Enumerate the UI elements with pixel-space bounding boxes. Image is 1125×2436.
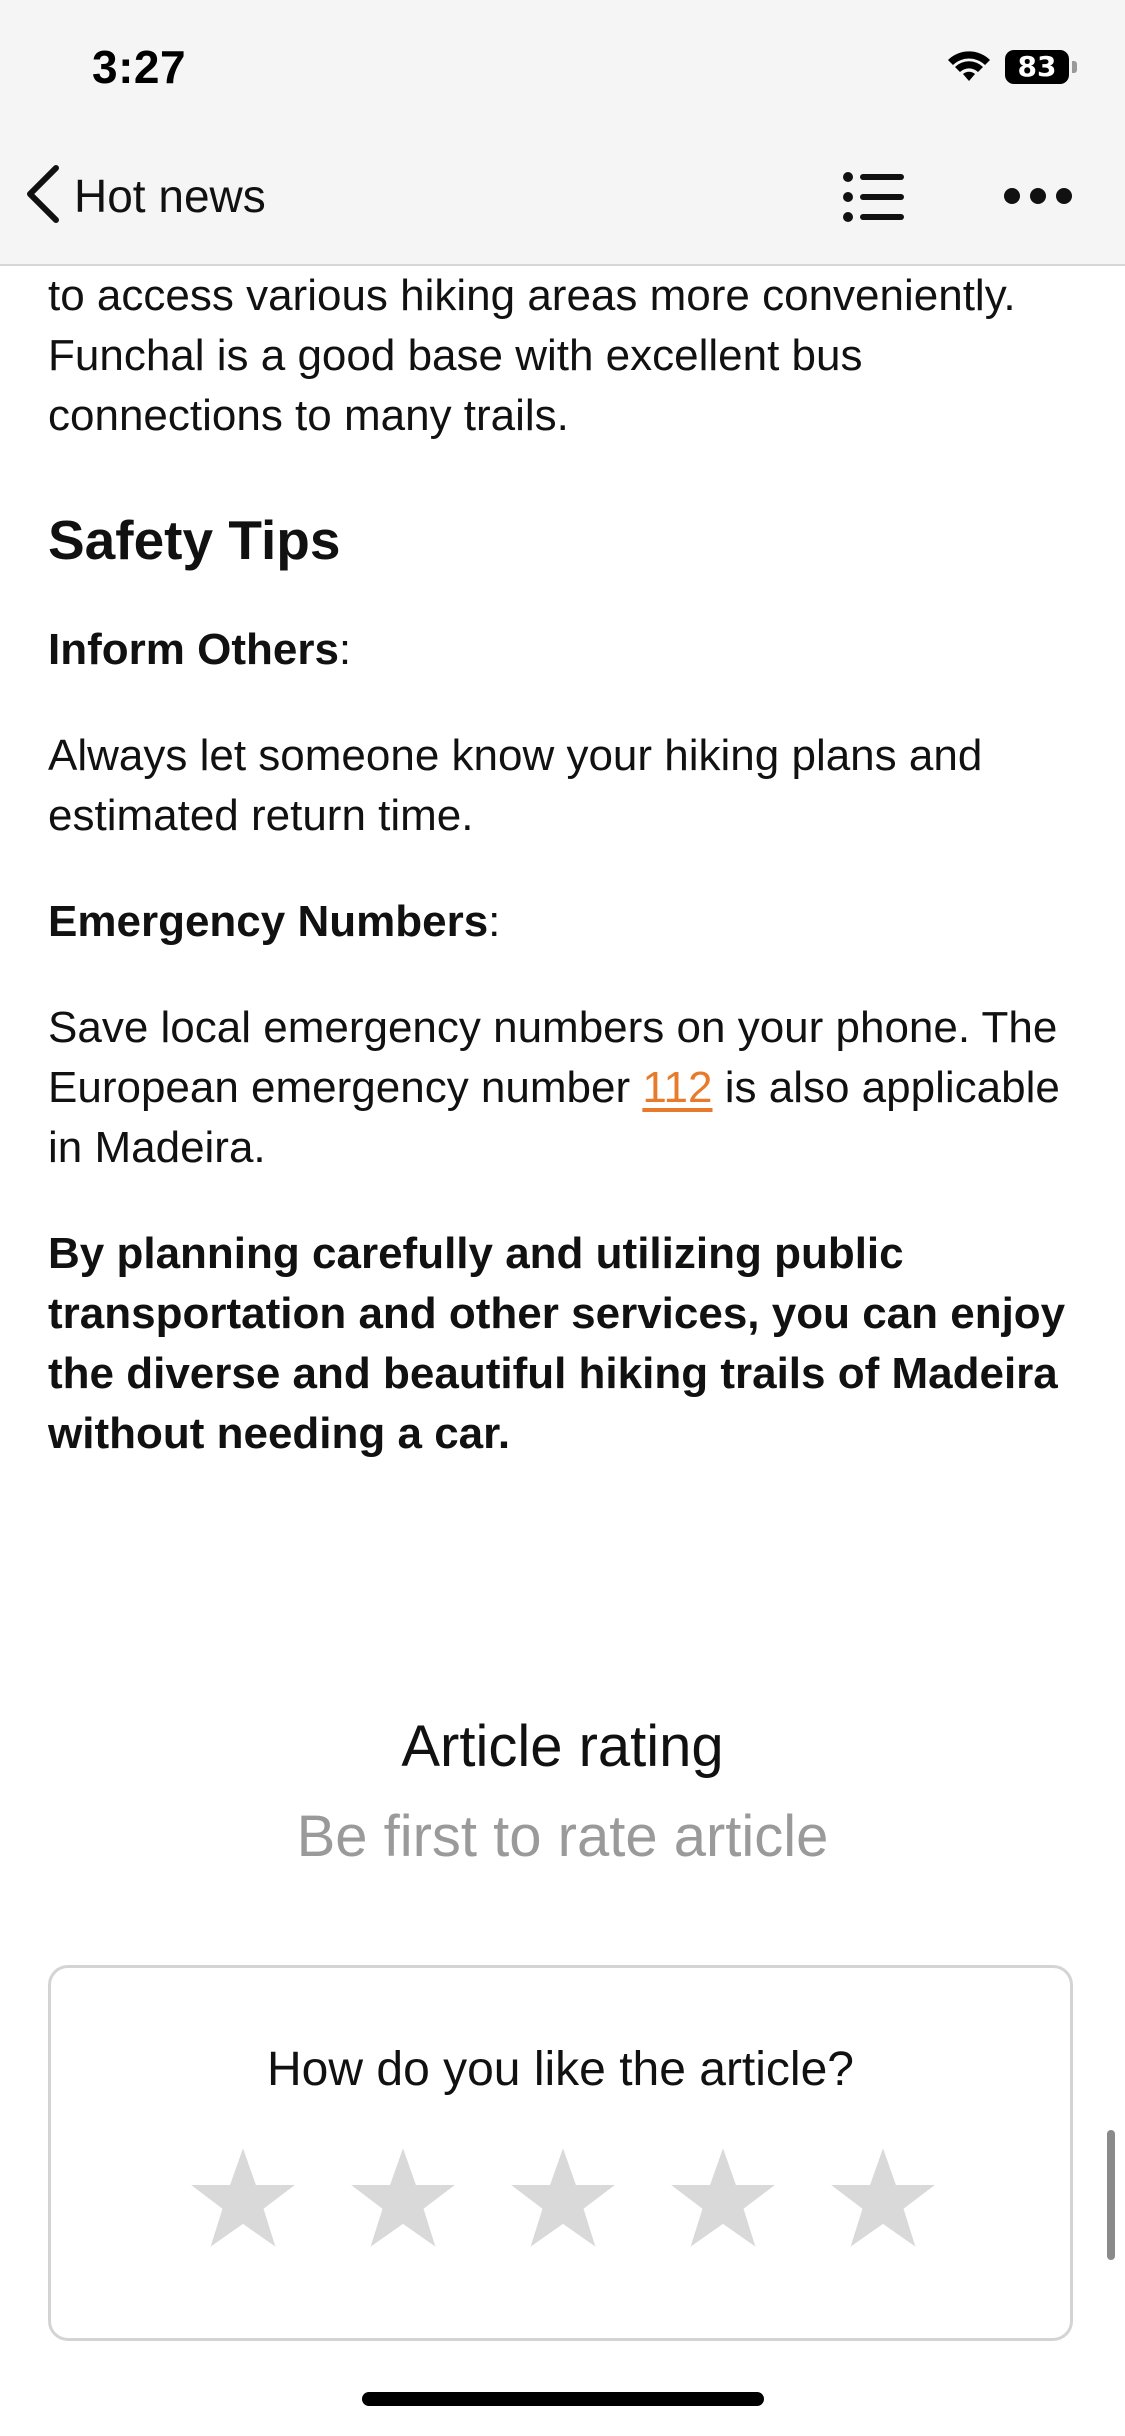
star-icon	[669, 2146, 777, 2250]
status-time: 3:27	[92, 41, 187, 93]
rating-title: Article rating	[401, 1714, 724, 1779]
star-1-button[interactable]	[189, 2146, 297, 2250]
more-horizontal-icon	[1002, 203, 1074, 220]
emergency-text: Save local emergency numbers on your phone. The European emergency number 112 is also applicable in Madeira.	[48, 1003, 1060, 1172]
star-icon	[349, 2146, 457, 2250]
back-label: Hot news	[74, 170, 266, 222]
star-icon	[829, 2146, 937, 2250]
inform-label: Inform Others:	[48, 625, 352, 674]
battery-level: 83	[1017, 50, 1057, 83]
list-icon	[842, 211, 906, 228]
battery-icon	[1005, 50, 1077, 84]
article-body	[48, 266, 1088, 1464]
emergency-number-link[interactable]: 112	[642, 1063, 713, 1112]
inform-text: Always let someone know your hiking plans and estimated return time.	[48, 731, 983, 840]
emergency-label: Emergency Numbers:	[48, 897, 501, 946]
top-bar	[0, 0, 1125, 266]
star-3-button[interactable]	[509, 2146, 617, 2250]
conclusion-paragraph: By planning carefully and utilizing public transportation and other services, you can enjoy the diverse and beautiful hiking trails of Madeira without needing a car.	[48, 1229, 1066, 1458]
star-4-button[interactable]	[669, 2146, 777, 2250]
rating-subtitle: Be first to rate article	[296, 1804, 829, 1869]
table-of-contents-button[interactable]	[842, 170, 906, 224]
rating-card	[48, 1965, 1073, 2341]
scroll-indicator[interactable]	[1107, 2130, 1115, 2260]
status-icons	[947, 50, 1077, 84]
back-button[interactable]	[24, 164, 266, 228]
star-2-button[interactable]	[349, 2146, 457, 2250]
wifi-icon	[947, 50, 991, 84]
star-rating	[189, 2146, 937, 2250]
star-icon	[509, 2146, 617, 2250]
intro-paragraph: to access various hiking areas more conveniently. Funchal is a good base with excellent bus connections to many trails.	[48, 271, 1016, 440]
star-5-button[interactable]	[829, 2146, 937, 2250]
more-options-button[interactable]	[1002, 176, 1074, 216]
star-icon	[189, 2146, 297, 2250]
home-indicator[interactable]	[362, 2392, 764, 2406]
section-heading: Safety Tips	[48, 509, 341, 571]
chevron-left-icon	[24, 164, 62, 229]
rating-question: How do you like the article?	[267, 2043, 854, 2096]
